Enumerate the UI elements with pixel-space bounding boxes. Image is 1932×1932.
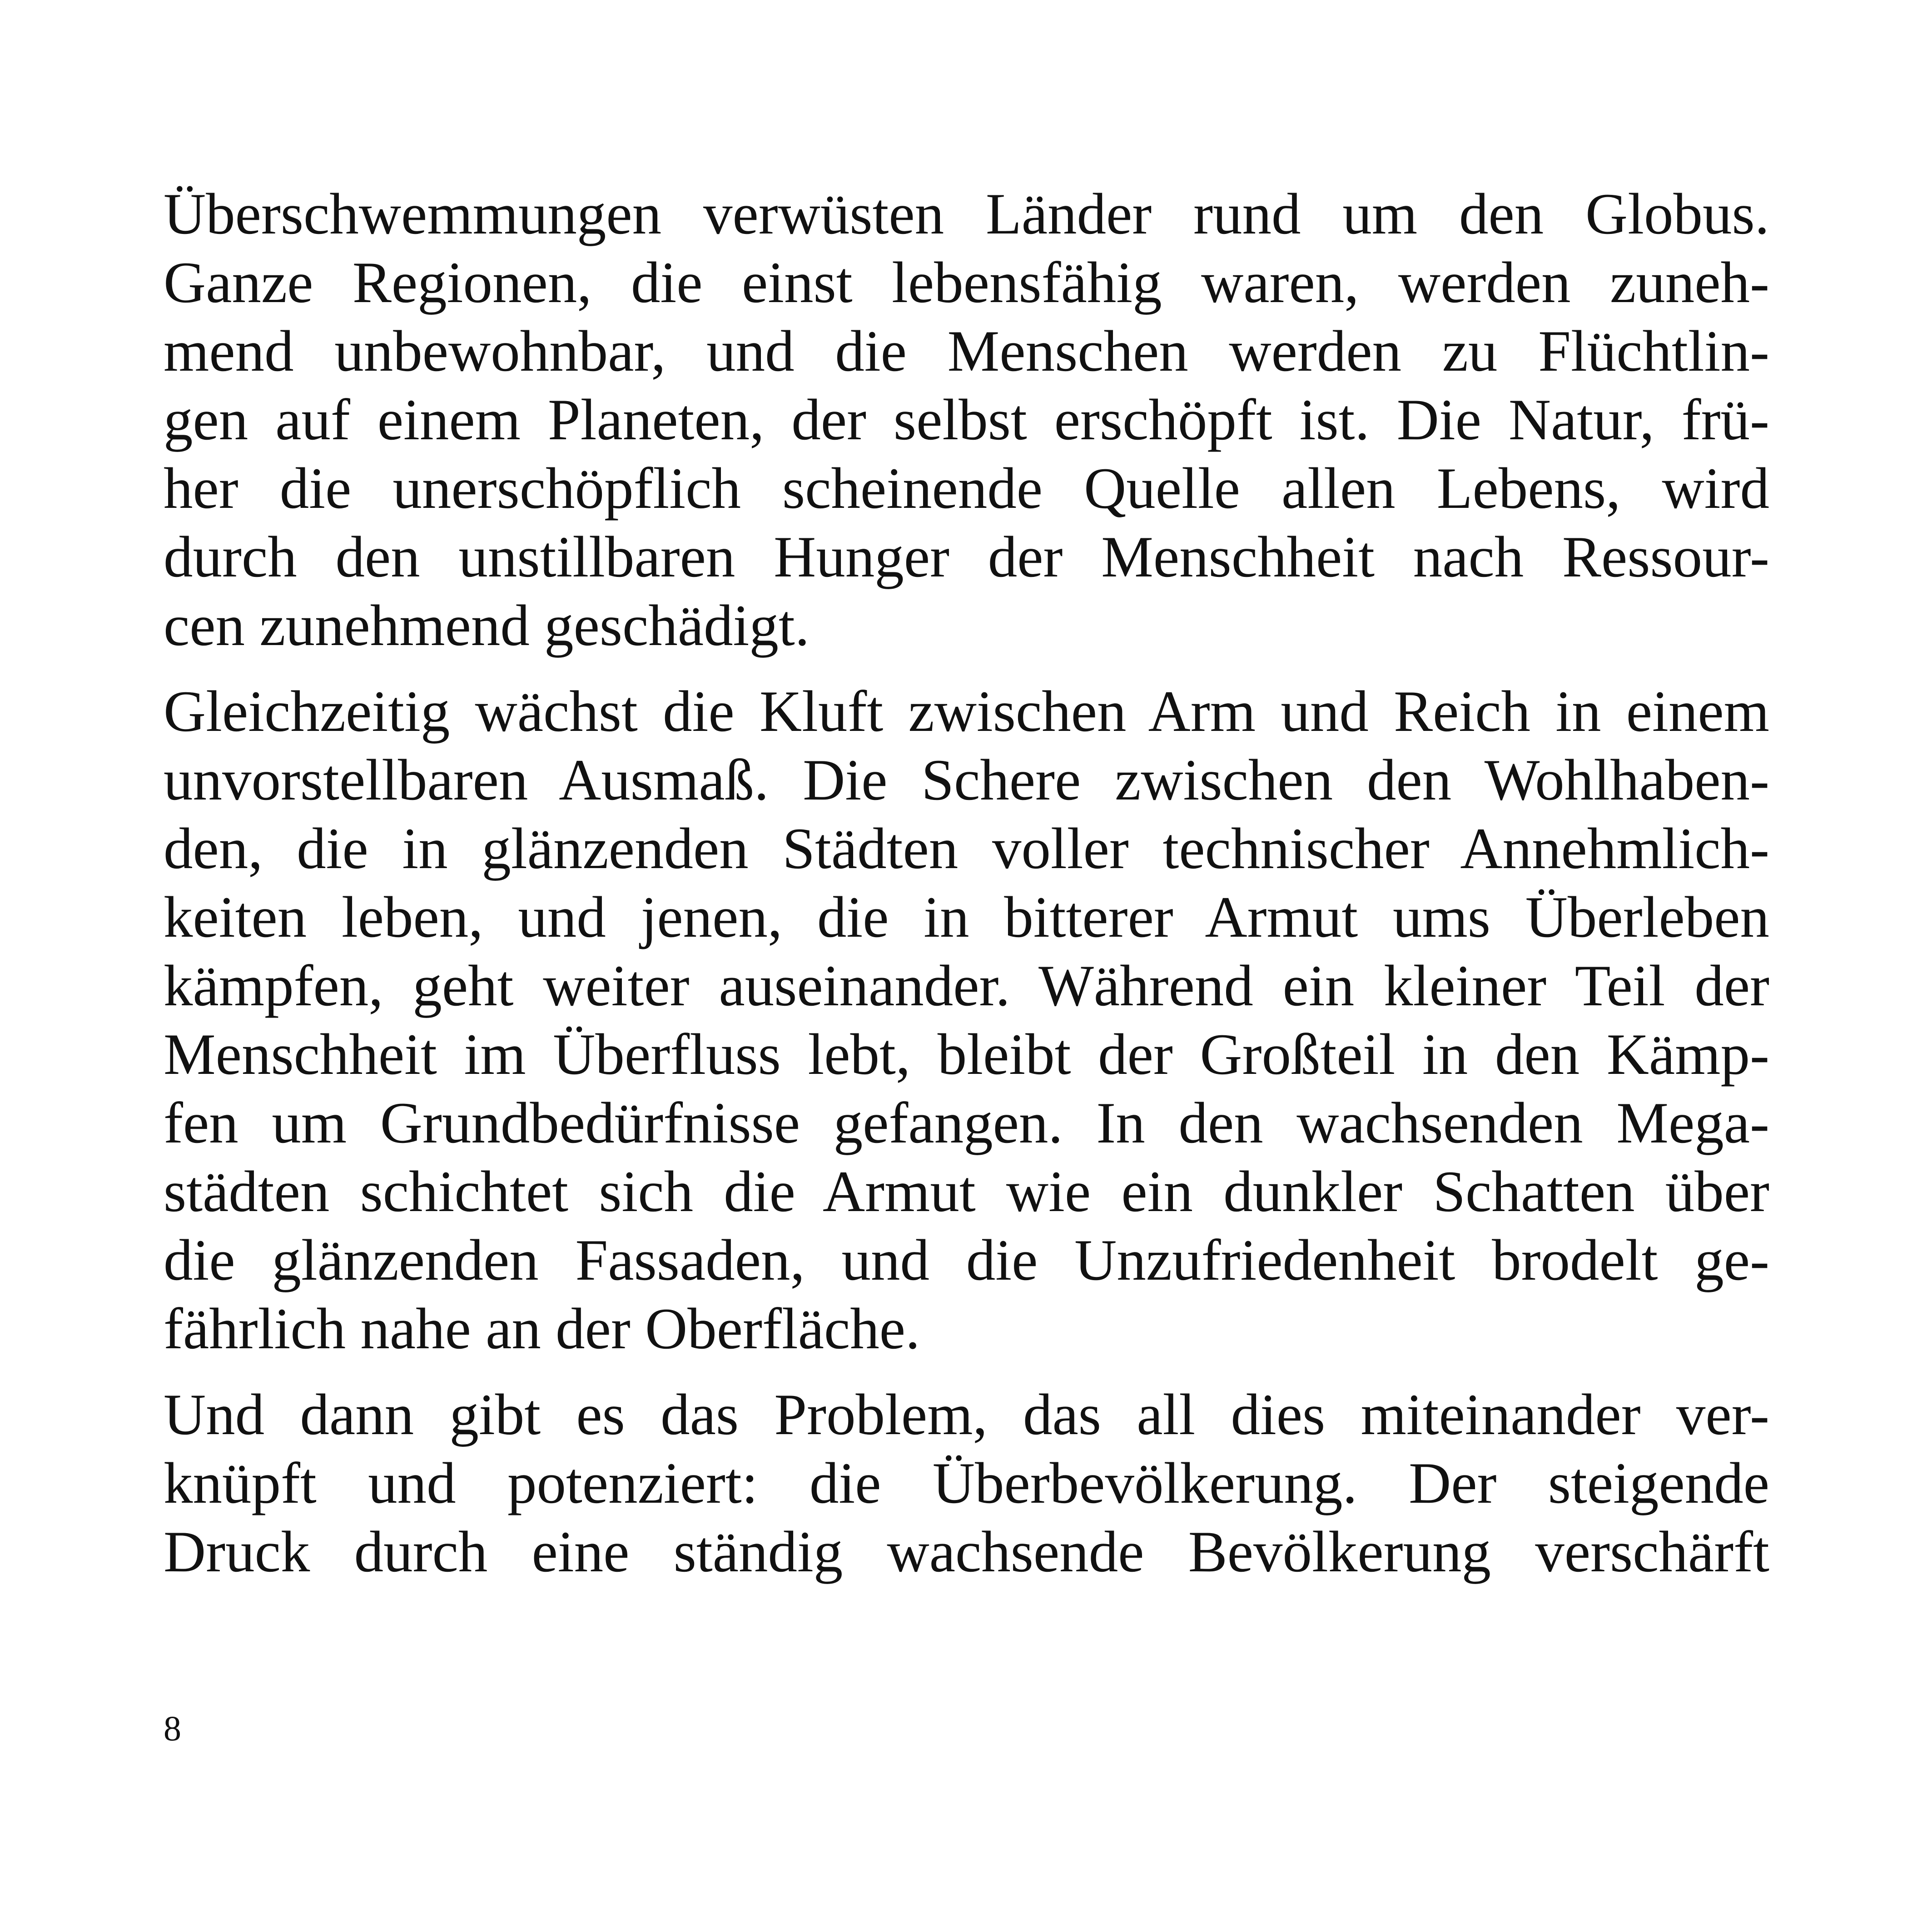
text-line: den, die in glänzenden Städten voller technischer Annehmlich- bbox=[164, 816, 1769, 881]
text-line: cen zunehmend geschädigt. bbox=[164, 593, 810, 658]
text-line: gen auf einem Planeten, der selbst erschöpft ist. Die Natur, frü- bbox=[164, 387, 1769, 452]
text-line: mend unbewohnbar, und die Menschen werden zu Flüchtlin- bbox=[164, 318, 1769, 383]
text-line: fen um Grundbedürfnisse gefangen. In den wachsenden Mega- bbox=[164, 1090, 1769, 1155]
text-line: her die unerschöpflich scheinende Quelle allen Lebens, wird bbox=[164, 456, 1769, 521]
text-line: unvorstellbaren Ausmaß. Die Schere zwischen den Wohlhaben- bbox=[164, 747, 1769, 812]
text-line: städten schichtet sich die Armut wie ein dunkler Schatten über bbox=[164, 1159, 1769, 1224]
text-line: keiten leben, und jenen, die in bitterer Armut ums Überleben bbox=[164, 884, 1769, 949]
text-line: knüpft und potenziert: die Überbevölkerung. Der steigende bbox=[164, 1450, 1769, 1515]
paragraph-2 bbox=[164, 677, 1769, 1363]
text-line: Druck durch eine ständig wachsende Bevölkerung verschärft bbox=[164, 1519, 1769, 1584]
text-line: kämpfen, geht weiter auseinander. Während ein kleiner Teil der bbox=[164, 953, 1769, 1018]
text-line: Menschheit im Überfluss lebt, bleibt der Großteil in den Kämp- bbox=[164, 1022, 1769, 1087]
text-line: die glänzenden Fassaden, und die Unzufriedenheit brodelt ge- bbox=[164, 1227, 1769, 1292]
text-line: Überschwemmungen verwüsten Länder rund um den Globus. bbox=[164, 181, 1769, 246]
text-line: Und dann gibt es das Problem, das all dies miteinander ver- bbox=[164, 1382, 1769, 1447]
text-line: Gleichzeitig wächst die Kluft zwischen Arm und Reich in einem bbox=[164, 679, 1769, 744]
page-number: 8 bbox=[164, 1709, 181, 1748]
paragraph-3 bbox=[164, 1380, 1769, 1586]
paragraph-1 bbox=[164, 179, 1769, 660]
text-line: durch den unstillbaren Hunger der Menschheit nach Ressour- bbox=[164, 524, 1769, 589]
body-text bbox=[164, 179, 1769, 1586]
text-line: fährlich nahe an der Oberfläche. bbox=[164, 1296, 920, 1361]
text-line: Ganze Regionen, die einst lebensfähig waren, werden zuneh- bbox=[164, 250, 1769, 315]
